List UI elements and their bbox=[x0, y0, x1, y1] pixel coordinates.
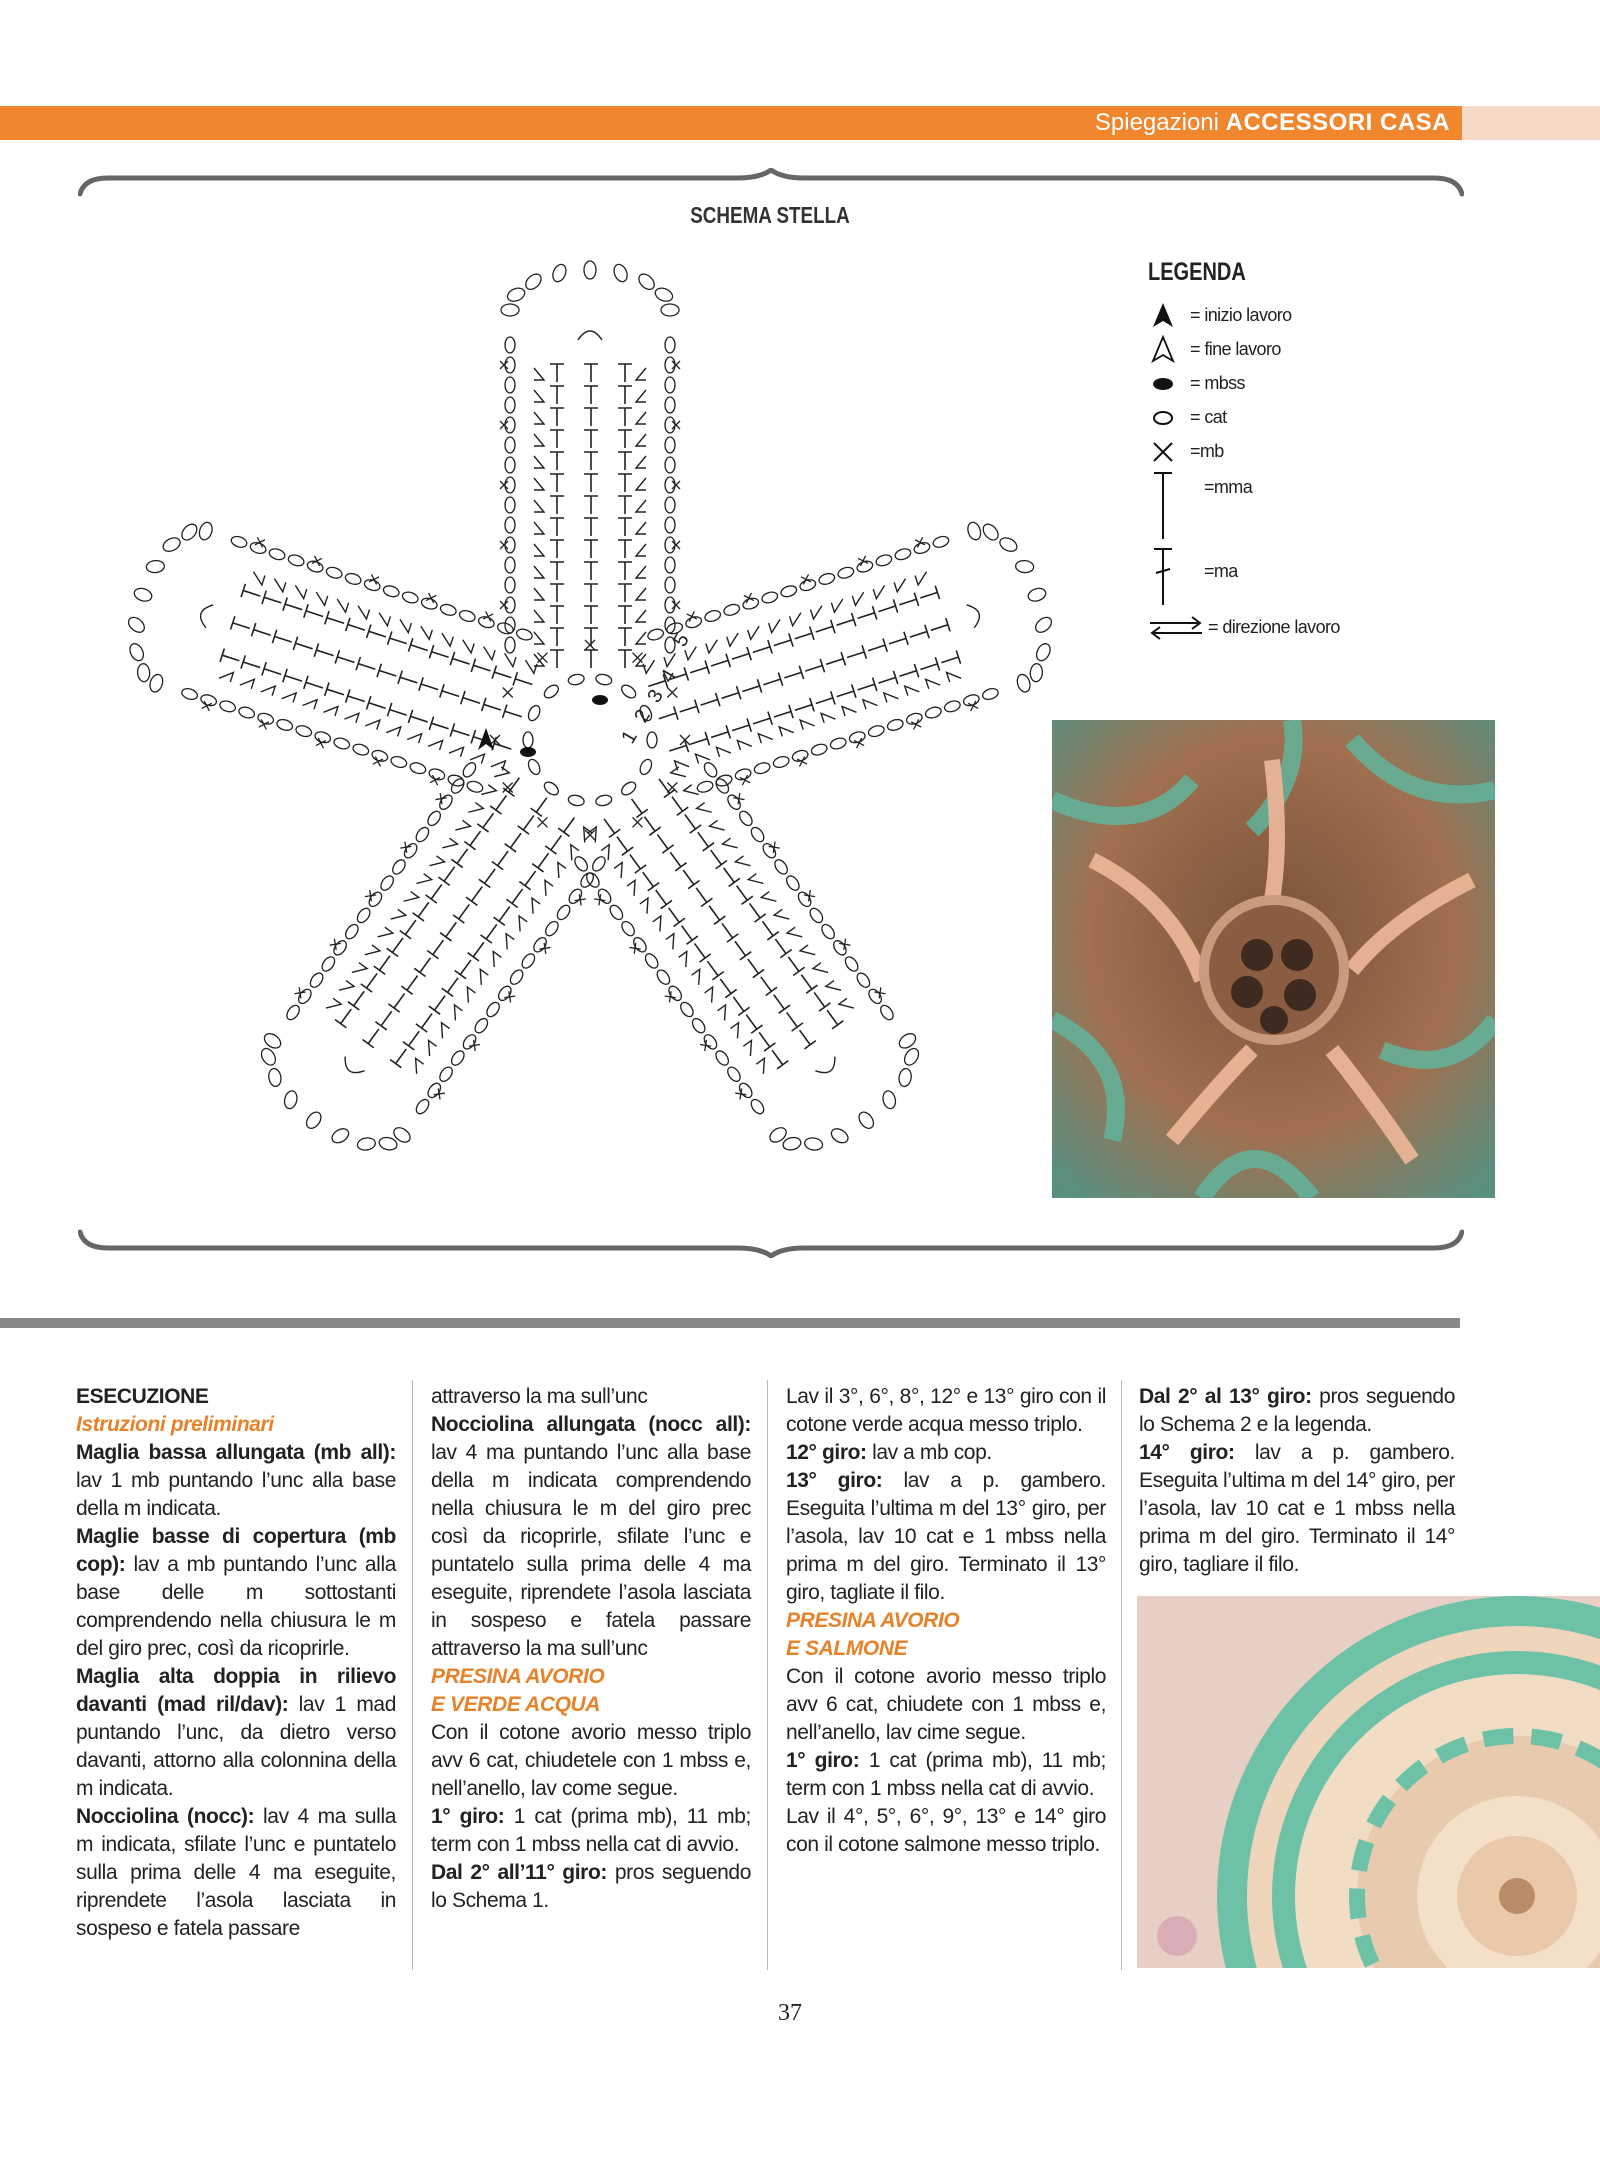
top-bracket bbox=[78, 168, 1464, 198]
section-heading: E VERDE ACQUA bbox=[431, 1693, 601, 1716]
text-column-2 bbox=[431, 1383, 751, 1915]
column-rule bbox=[767, 1380, 768, 1970]
page-number: 37 bbox=[778, 2000, 802, 2026]
potholder-photo bbox=[1137, 1596, 1600, 1968]
legend bbox=[1148, 258, 1408, 645]
oval-icon bbox=[1148, 401, 1178, 435]
paragraph: 1° giro: 1 cat (prima mb), 11 mb; term con 1 mbss nella cat di avvio. bbox=[431, 1805, 751, 1856]
paragraph: 12° giro: lav a mb cop. bbox=[786, 1441, 992, 1464]
legend-row-mbss: = mbss bbox=[1148, 367, 1408, 401]
header-photo-strip bbox=[1462, 106, 1600, 140]
text-column-4 bbox=[1139, 1383, 1455, 1579]
section-heading: ESECUZIONE bbox=[76, 1385, 209, 1408]
section-heading: E SALMONE bbox=[786, 1637, 908, 1660]
text-column-3 bbox=[786, 1383, 1106, 1859]
round-label-4: 4 bbox=[656, 665, 681, 687]
paragraph: Nocciolina (nocc): lav 4 ma sulla m indicata, sfilate l’unc e puntatelo sulla prima delle 4 ma eseguite, riprendete l’asola lasciata in sospeso e fatela passare bbox=[76, 1805, 396, 1940]
paragraph: Maglia alta doppia in rilievo davanti (mad ril/dav): lav 1 mad puntando l’unc, da dietro verso davanti, attorno alla colonnina della m indicata. bbox=[76, 1665, 396, 1800]
legend-row-mma: =mma bbox=[1148, 469, 1408, 543]
paragraph: Dal 2° all’11° giro: pros seguendo lo Schema 1. bbox=[431, 1861, 751, 1912]
star-center bbox=[478, 640, 690, 840]
star-diagram bbox=[60, 230, 1100, 1240]
filled-arrow-icon bbox=[1148, 299, 1178, 333]
header-section: Spiegazioni bbox=[1094, 109, 1219, 136]
paragraph: Lav il 3°, 6°, 8°, 12° e 13° giro con il cotone verde acqua messo triplo. bbox=[786, 1385, 1106, 1436]
text-column-1 bbox=[76, 1383, 396, 1943]
paragraph: 1° giro: 1 cat (prima mb), 11 mb; term con 1 mbss nella cat di avvio. bbox=[786, 1749, 1106, 1800]
legend-row-direction: = direzione lavoro bbox=[1148, 611, 1408, 645]
star-arm bbox=[107, 506, 550, 803]
bottom-bracket bbox=[78, 1228, 1464, 1258]
subheading: Istruzioni preliminari bbox=[76, 1413, 274, 1436]
round-label-1: 1 bbox=[617, 726, 642, 748]
paragraph: 14° giro: lav a p. gambero. Eseguita l’ultima m del 14° giro, per l’asola, lav 10 cat e 1 mbss nella prima m del giro. Terminato il 14° giro, tagliare il filo. bbox=[1139, 1441, 1455, 1576]
outline-arrow-icon bbox=[1148, 333, 1178, 367]
legend-row-end: = fine lavoro bbox=[1148, 333, 1408, 367]
paragraph: Nocciolina allungata (nocc all): lav 4 ma puntando l’unc alla base della m indicata comprendendo nella chiusura le m del giro prec così da ricoprirle, sfilate l’unc e puntatelo sulla prima delle 4 ma eseguite, riprendete l’asola lasciata in sospeso e fatela passare attraverso la ma sull’unc bbox=[431, 1413, 751, 1660]
star-arm bbox=[631, 506, 1074, 803]
star-arm bbox=[560, 745, 945, 1180]
legend-row-start: = inizio lavoro bbox=[1148, 299, 1408, 333]
legend-row-mb: =mb bbox=[1148, 435, 1408, 469]
star-arms bbox=[107, 261, 1074, 1180]
section-heading: PRESINA AVORIO bbox=[786, 1609, 960, 1632]
paragraph: Con il cotone avorio messo triplo avv 6 cat, chiudete con 1 mbss e, nell’anello, lav cime segue. bbox=[786, 1665, 1106, 1744]
paragraph: Lav il 4°, 5°, 6°, 9°, 13° e 14° giro con il cotone salmone messo triplo. bbox=[786, 1805, 1106, 1856]
cross-icon bbox=[1148, 435, 1178, 469]
paragraph: Maglie basse di copertura (mb cop): lav a mb puntando l’unc alla base delle m sottostanti comprendendo nella chiusura le m del giro prec, così da ricoprirle. bbox=[76, 1525, 396, 1660]
section-heading: PRESINA AVORIO bbox=[431, 1665, 605, 1688]
round-label-3: 3 bbox=[643, 685, 668, 707]
legend-title: LEGENDA bbox=[1148, 258, 1246, 286]
round-label-5: 5 bbox=[669, 629, 694, 651]
paragraph: 13° giro: lav a p. gambero. Eseguita l’ultima m del 13° giro, per l’asola, lav 10 cat e 1 mbss nella prima m del giro. Terminato il 13° giro, tagliate il filo. bbox=[786, 1469, 1106, 1604]
star-photo bbox=[1052, 720, 1495, 1198]
crossed-stitch-icon bbox=[1148, 543, 1178, 611]
section-divider bbox=[0, 1318, 1460, 1328]
direction-arrows-icon bbox=[1148, 611, 1204, 645]
column-rule bbox=[412, 1380, 413, 1970]
paragraph: attraverso la ma sull’unc bbox=[431, 1385, 648, 1408]
star-arm bbox=[236, 745, 621, 1180]
legend-row-ma: =ma bbox=[1148, 543, 1408, 611]
legend-row-cat: = cat bbox=[1148, 401, 1408, 435]
running-header bbox=[1095, 108, 1450, 138]
paragraph: Con il cotone avorio messo triplo avv 6 cat, chiudetele con 1 mbss e, nell’anello, lav come segue. bbox=[431, 1721, 751, 1800]
schema-title: SCHEMA STELLA bbox=[690, 202, 850, 228]
column-rule bbox=[1121, 1380, 1122, 1970]
round-label-2: 2 bbox=[630, 705, 655, 727]
tall-stitch-icon bbox=[1148, 469, 1178, 543]
star-arm bbox=[500, 261, 680, 668]
paragraph: Maglia bassa allungata (mb all): lav 1 mb puntando l’unc alla base della m indicata. bbox=[76, 1441, 396, 1520]
header-title: ACCESSORI CASA bbox=[1225, 109, 1450, 136]
filled-oval-icon bbox=[1148, 367, 1178, 401]
paragraph: Dal 2° al 13° giro: pros seguendo lo Schema 2 e la legenda. bbox=[1139, 1385, 1455, 1436]
